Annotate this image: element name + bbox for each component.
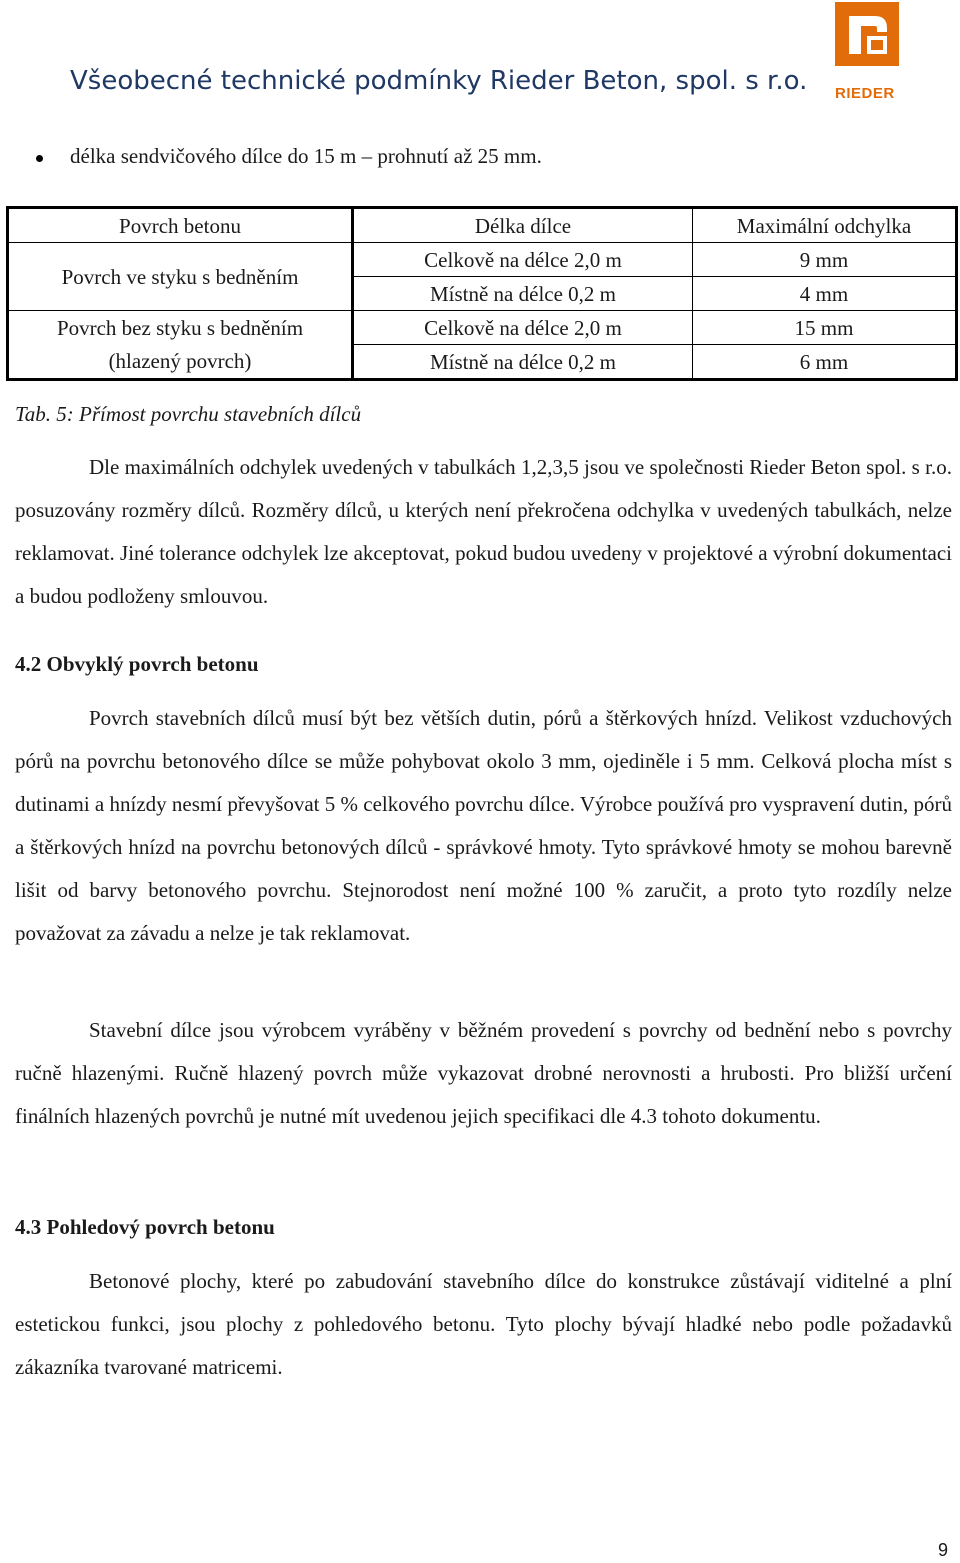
max-deviation-cell: 15 mm bbox=[693, 311, 957, 345]
section-heading-4-2: 4.2 Obvyklý povrch betonu bbox=[15, 652, 259, 676]
table-caption: Tab. 5: Přímost povrchu stavebních dílců bbox=[15, 402, 362, 426]
rieder-logo-icon bbox=[835, 2, 899, 66]
page-number: 9 bbox=[938, 1540, 949, 1560]
paragraph-exposed-concrete: Betonové plochy, které po zabudování stavebního dílce do konstrukce zůstávají viditelné a plní estetickou funkci, jsou plochy z pohledového betonu. Tyto plochy bývají hladké nebo podle požadavků zákazníka tvarované matricemi. bbox=[15, 1269, 952, 1379]
paragraph-usual-surface: Povrch stavebních dílců musí být bez větších dutin, pórů a štěrkových hnízd. Velikost vzduchových pórů na povrchu betonového dílce se může pohybovat okolo 3 mm, ojediněle i 5 mm. Celková plocha míst s dutinami a hnízdy nesmí převyšovat 5 % celkového povrchu dílce. Výrobce používá pro vyspravení dutin, pórů a štěrkových hnízd na povrchu betonových dílců - správkové hmoty. Tyto správkové hmoty se mohou barevně lišit od barvy betonového povrchu. Stejnorodost není možné 100 % zaručit, a proto tyto rozdíly nelze považovat za závadu a nelze je tak reklamovat. bbox=[15, 706, 952, 945]
bullet-icon bbox=[36, 155, 43, 162]
logo-wordmark: RIEDER bbox=[835, 85, 895, 102]
surface-sublabel: (hlazený povrch) bbox=[108, 348, 252, 373]
table-header-cell: Povrch betonu bbox=[8, 208, 353, 243]
length-cell: Celkově na délce 2,0 m bbox=[353, 311, 693, 345]
table-header-cell: Maximální odchylka bbox=[693, 208, 957, 243]
surface-label: Povrch ve styku s bedněním bbox=[61, 264, 299, 289]
length-cell: Místně na délce 0,2 m bbox=[353, 277, 693, 311]
section-heading-4-3: 4.3 Pohledový povrch betonu bbox=[15, 1215, 275, 1239]
document-title: Všeobecné technické podmínky Rieder Beton, spol. s r.o. bbox=[70, 66, 808, 96]
surface-cell bbox=[8, 311, 353, 380]
table-header-row bbox=[8, 208, 957, 243]
surface-label: Povrch bez styku s bedněním bbox=[56, 315, 304, 340]
length-cell: Místně na délce 0,2 m bbox=[353, 345, 693, 380]
paragraph-production: Stavební dílce jsou výrobcem vyráběny v běžném provedení s povrchy od bednění nebo s povrchy ručně hlazenými. Ručně hlazený povrch může vykazovat drobné nerovnosti a hrubosti. Pro bližší určení finálních hlazených povrchů je nutné mít uvedenou jejich specifikaci dle 4.3 tohoto dokumentu. bbox=[15, 1018, 952, 1128]
bullet-item: délka sendvičového dílce do 15 m – prohnutí až 25 mm. bbox=[70, 144, 542, 168]
surface-cell bbox=[8, 243, 353, 311]
max-deviation-cell: 9 mm bbox=[693, 243, 957, 277]
max-deviation-cell: 4 mm bbox=[693, 277, 957, 311]
table-header-cell: Délka dílce bbox=[353, 208, 693, 243]
table-row bbox=[8, 311, 957, 345]
paragraph-tolerances: Dle maximálních odchylek uvedených v tabulkách 1,2,3,5 jsou ve společnosti Rieder Beton spol. s r.o. posuzovány rozměry dílců. Rozměry dílců, u kterých není překročena odchylka v uvedených tabulkách, nelze reklamovat. Jiné tolerance odchylek lze akceptovat, pokud budou uvedeny v projektové a výrobní dokumentaci a budou podloženy smlouvou. bbox=[15, 455, 952, 608]
length-cell: Celkově na délce 2,0 m bbox=[353, 243, 693, 277]
max-deviation-cell: 6 mm bbox=[693, 345, 957, 380]
tolerance-table bbox=[6, 206, 958, 381]
table-row bbox=[8, 243, 957, 277]
